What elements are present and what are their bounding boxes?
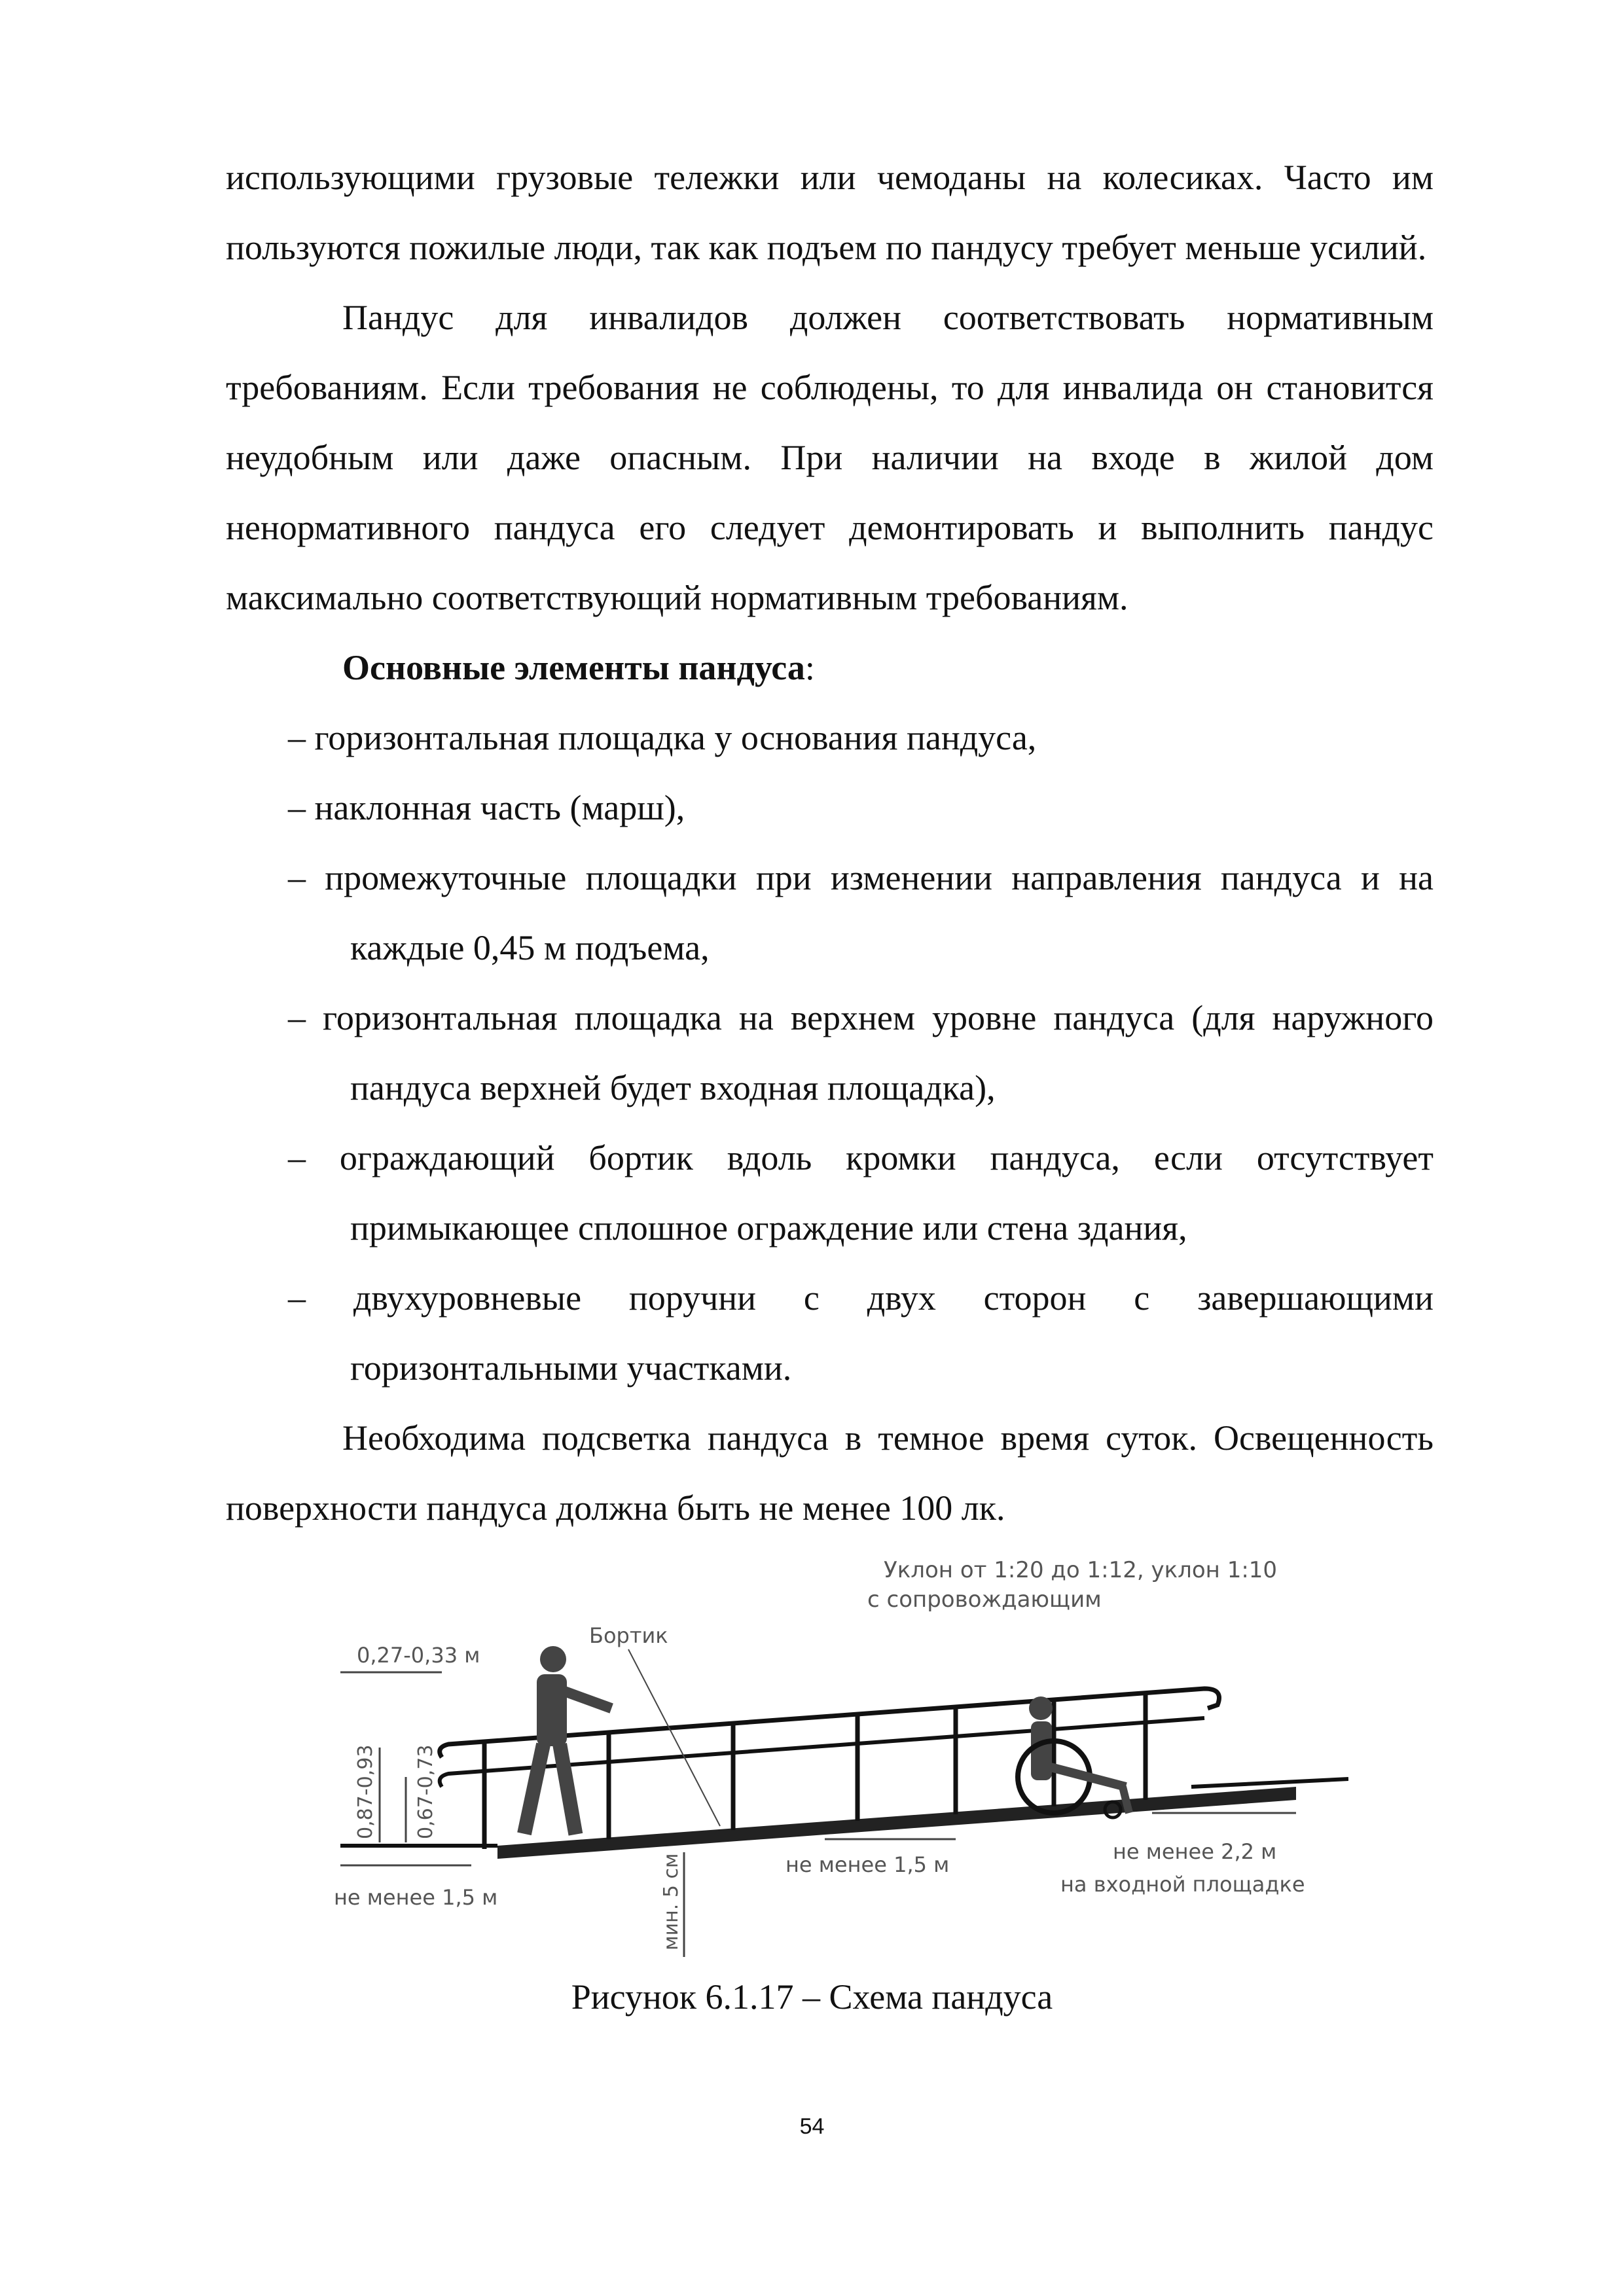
list-item: – ограждающий бортик вдоль кромки пандуса, если отсутствует примыкающее сплошное ограждение или стена здания,: [288, 1138, 1434, 1247]
paragraph-2: Пандус для инвалидов должен соответствовать нормативным требованиям. Если требования не соблюдены, то для инвалида он становится неудобным или даже опасным. При наличии на входе в жилой дом ненормативного пандуса его следует демонтировать и выполнить пандус максимально соответствующий нормативным требованиям.: [226, 298, 1434, 617]
list-item: – промежуточные площадки при изменении направления пандуса и на каждые 0,45 м подъема,: [288, 858, 1434, 967]
slope-label-line2: с сопровождающим: [867, 1587, 1102, 1613]
mid-landing-label: не менее 1,5 м: [785, 1852, 950, 1877]
walking-person-icon: [517, 1646, 613, 1836]
wheelchair-user-icon: [1018, 1696, 1129, 1818]
heading-colon: :: [804, 648, 815, 687]
curb-label: Бортик: [589, 1623, 668, 1648]
ramp-diagram: [327, 1551, 1348, 1970]
slope-label-line1: Уклон от 1:20 до 1:12, уклон 1:10: [884, 1557, 1278, 1583]
curb-height-label: мин. 5 см: [660, 1853, 683, 1950]
paragraph-3: Необходима подсветка пандуса в темное время суток. Освещенность поверхности пандуса должна быть не менее 100 лк.: [226, 1418, 1434, 1528]
list-item: – горизонтальная площадка на верхнем уровне пандуса (для наружного пандуса верхней будет входная площадка),: [288, 998, 1434, 1107]
section-heading: [226, 633, 1434, 703]
body-text: [226, 143, 1434, 1543]
page-number: 54: [799, 2114, 825, 2139]
list-item: – горизонтальная площадка у основания пандуса,: [288, 718, 1037, 757]
heading-text: Основные элементы пандуса: [342, 648, 805, 687]
handrail-offset-label: 0,27-0,33 м: [357, 1643, 480, 1668]
lower-rail-height-label: 0,67-0,73: [414, 1744, 437, 1839]
list-item: – двухуровневые поручни с двух сторон с завершающими горизонтальными участками.: [288, 1278, 1434, 1388]
list-item: – наклонная часть (марш),: [288, 788, 685, 827]
figure-caption: Рисунок 6.1.17 – Схема пандуса: [571, 1977, 1053, 2017]
bottom-landing-label: не менее 1,5 м: [334, 1885, 498, 1910]
curb-leader-line: [628, 1649, 720, 1826]
upper-rail-height-label: 0,87-0,93: [354, 1744, 377, 1839]
upper-ground-line: [1191, 1779, 1348, 1787]
top-landing-label-line2: на входной площадке: [1060, 1872, 1305, 1897]
top-landing-label-line1: не менее 2,2 м: [1113, 1839, 1277, 1864]
paragraph-1: использующими грузовые тележки или чемоданы на колесиках. Часто им пользуются пожилые люди, так как подъем по пандусу требует меньше усилий.: [226, 158, 1434, 267]
